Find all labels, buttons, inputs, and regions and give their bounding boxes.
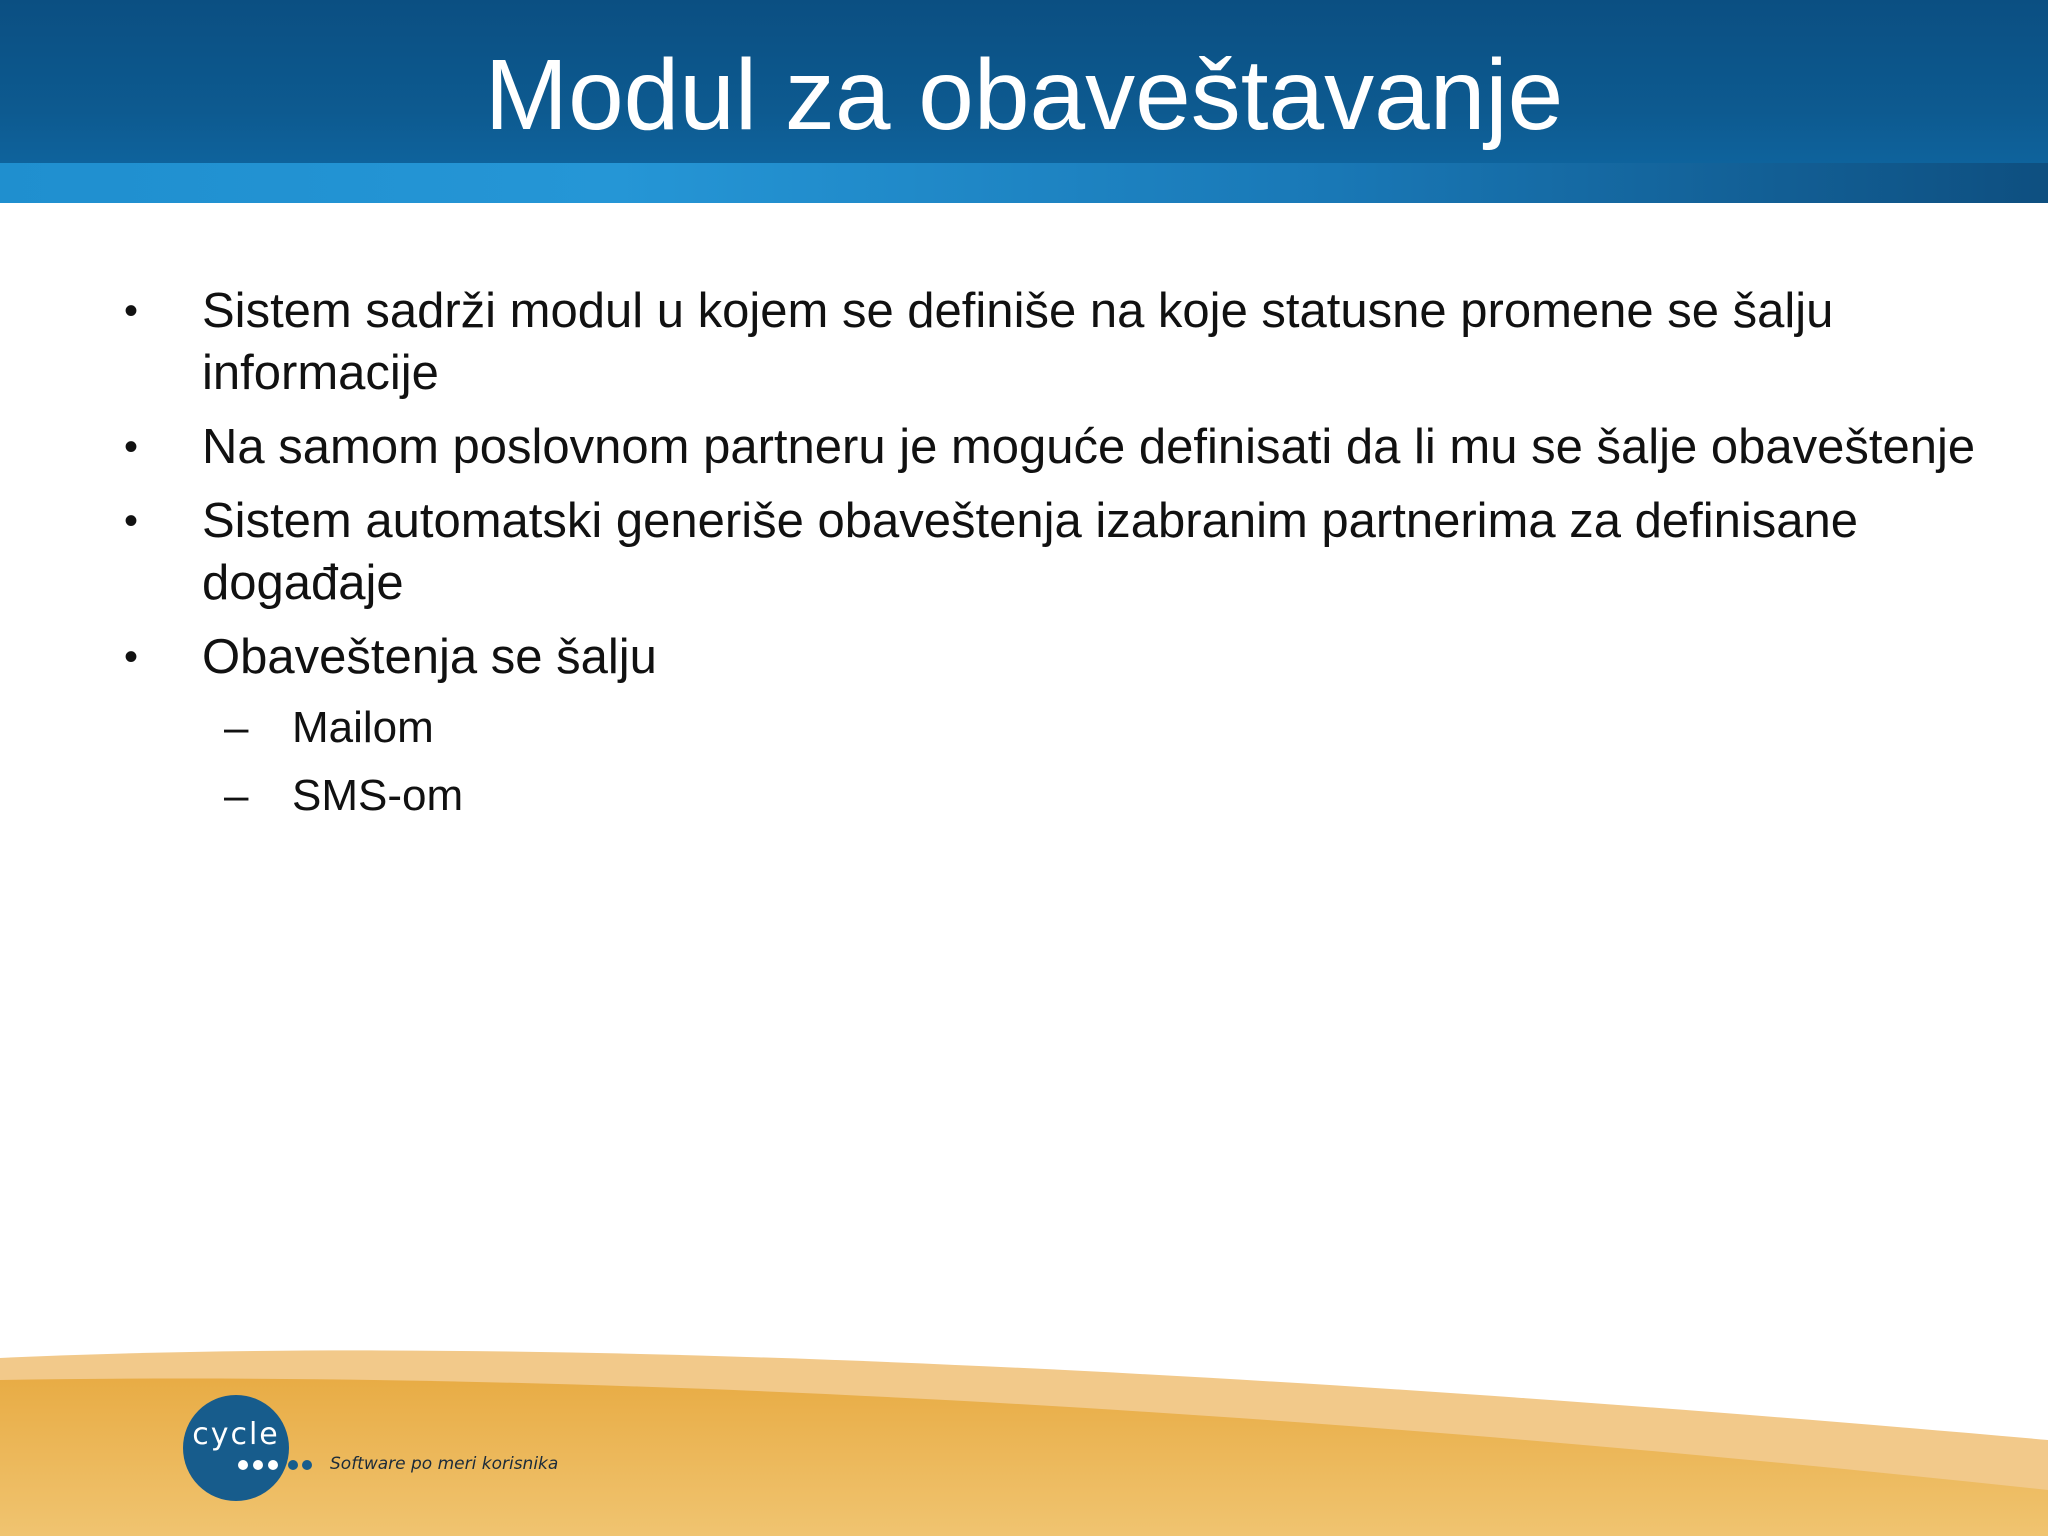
bullet-item	[120, 626, 1980, 688]
bullet-text: Sistem automatski generiše obaveštenja izabranim partnerima za definisane događaje	[202, 494, 1858, 610]
logo-dots	[238, 1460, 318, 1472]
logo-dot	[302, 1460, 312, 1470]
sub-bullet-marker: –	[224, 771, 249, 820]
sub-bullet-marker: –	[224, 703, 249, 752]
logo-dot	[253, 1460, 263, 1470]
bullet-item	[120, 416, 1980, 478]
logo-dot	[268, 1460, 278, 1470]
bullet-text: Sistem sadrži modul u kojem se definiše na koje statusne promene se šalju informacije	[202, 284, 1834, 400]
logo-text: cycle	[192, 1417, 280, 1452]
logo-dot	[238, 1460, 248, 1470]
cycle-logo-icon	[183, 1395, 289, 1501]
bullet-text: Obaveštenja se šalju	[202, 630, 657, 684]
bullet-item	[120, 280, 1980, 404]
bullet-marker: •	[124, 289, 139, 333]
footer-wave	[0, 1340, 2048, 1536]
bullet-marker: •	[124, 635, 139, 679]
bullet-list	[120, 280, 1980, 836]
tagline: Software po meri korisnika	[330, 1454, 559, 1474]
bullet-text: Na samom poslovnom partneru je moguće definisati da li mu se šalje obaveštenje	[202, 420, 1976, 474]
sub-bullet-item	[120, 768, 1980, 824]
sub-bullet-text: SMS-om	[292, 771, 464, 820]
logo-dot	[288, 1460, 298, 1470]
bullet-marker: •	[124, 499, 139, 543]
sub-bullet-item	[120, 700, 1980, 756]
sub-bullet-text: Mailom	[292, 703, 434, 752]
slide-title: Modul za obaveštavanje	[484, 39, 1564, 151]
bullet-item	[120, 490, 1980, 614]
bullet-marker: •	[124, 425, 139, 469]
header-stripe	[0, 163, 2048, 203]
